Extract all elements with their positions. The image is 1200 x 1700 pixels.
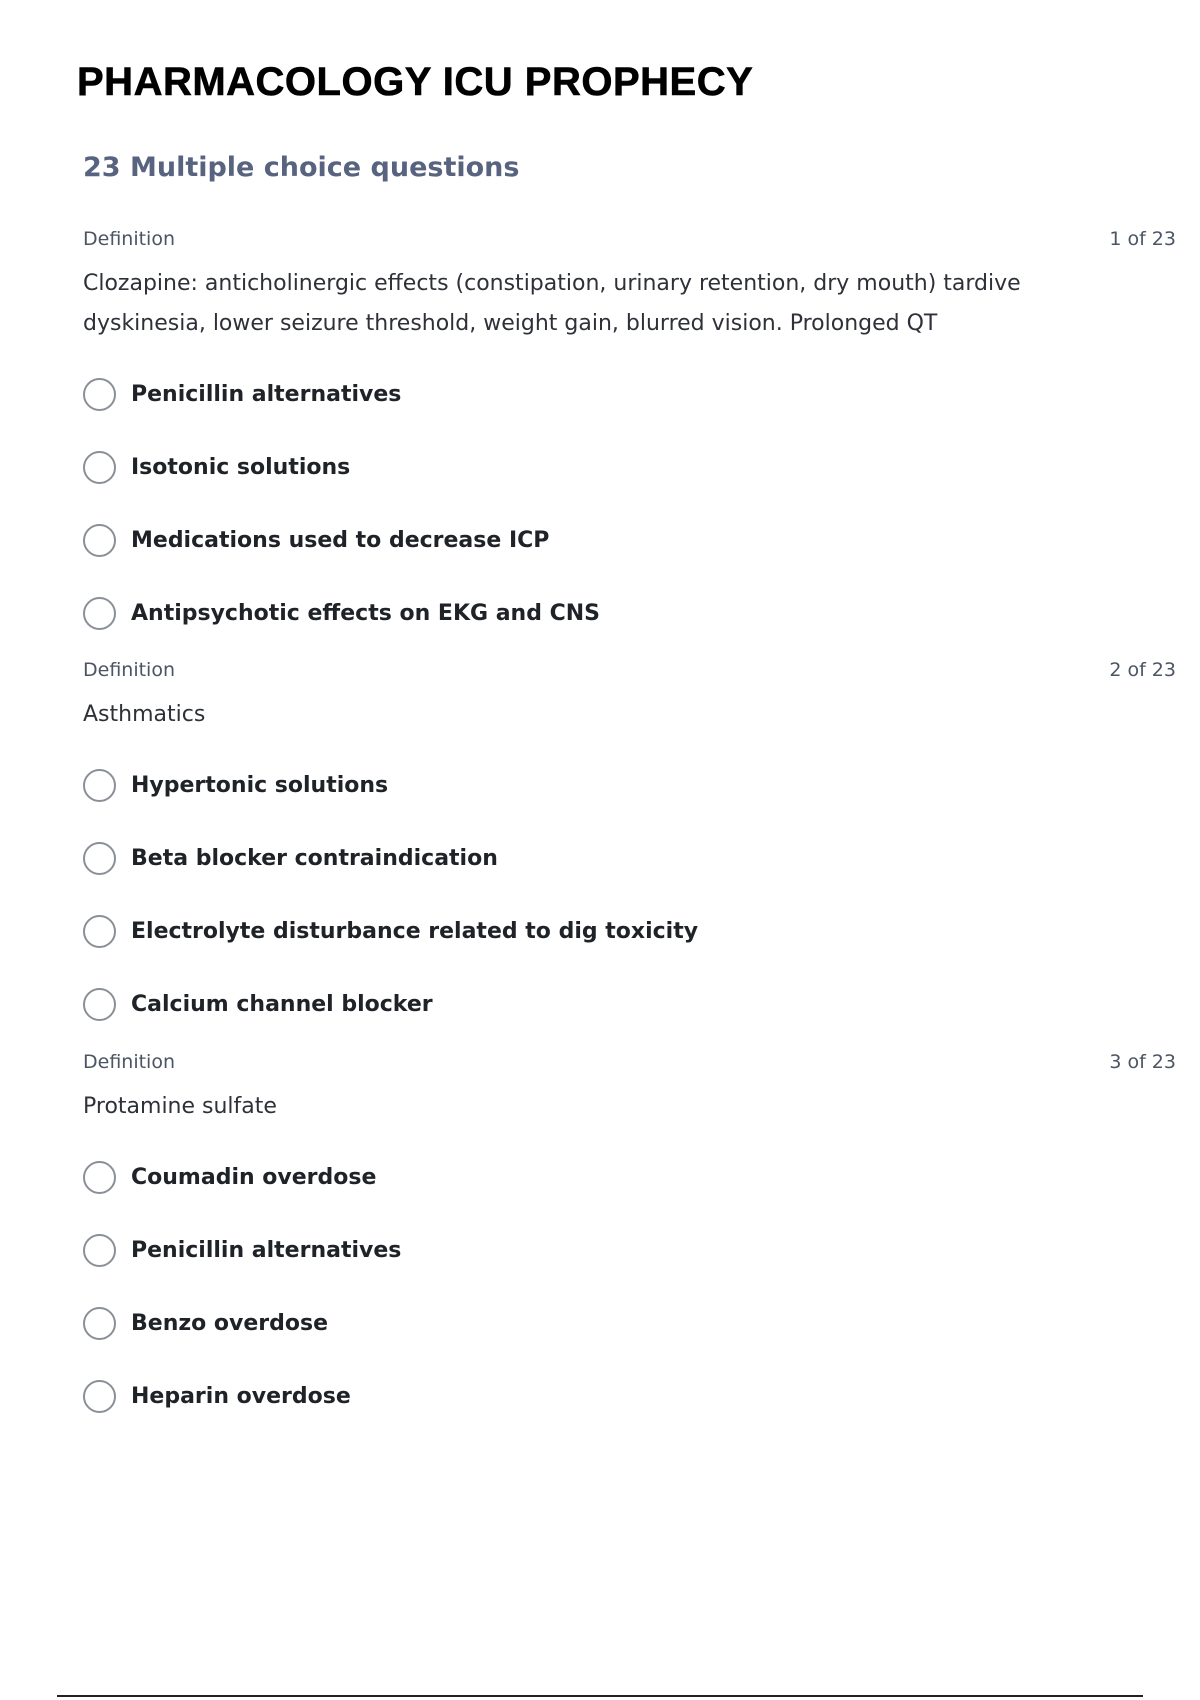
answer-option-label: Hypertonic solutions bbox=[131, 773, 389, 798]
answer-option-label: Penicillin alternatives bbox=[131, 382, 402, 407]
answer-option[interactable] bbox=[83, 968, 1176, 1041]
question-header bbox=[83, 228, 1176, 254]
answer-option-label: Isotonic solutions bbox=[131, 455, 351, 480]
radio-button[interactable] bbox=[83, 1161, 116, 1194]
question-prompt: Asthmatics bbox=[83, 702, 206, 727]
answer-option-label: Antipsychotic effects on EKG and CNS bbox=[131, 601, 601, 626]
radio-button[interactable] bbox=[83, 597, 116, 630]
footer-divider bbox=[57, 1695, 1143, 1697]
answer-option[interactable] bbox=[83, 1214, 1176, 1287]
radio-button[interactable] bbox=[83, 1307, 116, 1340]
radio-button[interactable] bbox=[83, 524, 116, 557]
answer-option-label: Calcium channel blocker bbox=[131, 992, 433, 1017]
question-header bbox=[83, 659, 1176, 685]
question-header bbox=[83, 1051, 1176, 1077]
answer-options bbox=[83, 749, 1176, 1041]
answer-option-label: Coumadin overdose bbox=[131, 1165, 377, 1190]
answer-option[interactable] bbox=[83, 358, 1176, 431]
question-type-label: Definition bbox=[83, 1051, 176, 1073]
answer-option-label: Medications used to decrease ICP bbox=[131, 528, 550, 553]
radio-button[interactable] bbox=[83, 988, 116, 1021]
question-counter: 3 of 23 bbox=[1109, 1051, 1176, 1073]
question-count-heading: 23 Multiple choice questions bbox=[83, 152, 520, 183]
question-prompt: Protamine sulfate bbox=[83, 1094, 277, 1119]
question-type-label: Definition bbox=[83, 659, 176, 681]
answer-options bbox=[83, 1141, 1176, 1433]
question-card-3 bbox=[83, 1051, 1176, 1433]
answer-option-label: Beta blocker contraindication bbox=[131, 846, 498, 871]
radio-button[interactable] bbox=[83, 915, 116, 948]
radio-button[interactable] bbox=[83, 1234, 116, 1267]
answer-option[interactable] bbox=[83, 1141, 1176, 1214]
answer-option-label: Penicillin alternatives bbox=[131, 1238, 402, 1263]
radio-button[interactable] bbox=[83, 1380, 116, 1413]
question-counter: 2 of 23 bbox=[1109, 659, 1176, 681]
radio-button[interactable] bbox=[83, 378, 116, 411]
page-title: PHARMACOLOGY ICU PROPHECY bbox=[77, 60, 754, 104]
answer-option-label: Electrolyte disturbance related to dig toxicity bbox=[131, 919, 699, 944]
radio-button[interactable] bbox=[83, 769, 116, 802]
answer-option-label: Benzo overdose bbox=[131, 1311, 329, 1336]
radio-button[interactable] bbox=[83, 451, 116, 484]
answer-option[interactable] bbox=[83, 577, 1176, 650]
question-card-1 bbox=[83, 228, 1176, 650]
answer-option[interactable] bbox=[83, 431, 1176, 504]
answer-option[interactable] bbox=[83, 895, 1176, 968]
answer-option[interactable] bbox=[83, 749, 1176, 822]
answer-options bbox=[83, 358, 1176, 650]
question-card-2 bbox=[83, 659, 1176, 1041]
answer-option-label: Heparin overdose bbox=[131, 1384, 351, 1409]
question-type-label: Definition bbox=[83, 228, 176, 250]
answer-option[interactable] bbox=[83, 1360, 1176, 1433]
radio-button[interactable] bbox=[83, 842, 116, 875]
answer-option[interactable] bbox=[83, 1287, 1176, 1360]
question-counter: 1 of 23 bbox=[1109, 228, 1176, 250]
answer-option[interactable] bbox=[83, 504, 1176, 577]
question-prompt: Clozapine: anticholinergic effects (constipation, urinary retention, dry mouth) tardive dyskinesia, lower seizure threshold, weight gain, blurred vision. Prolonged QT bbox=[83, 271, 1021, 336]
answer-option[interactable] bbox=[83, 822, 1176, 895]
